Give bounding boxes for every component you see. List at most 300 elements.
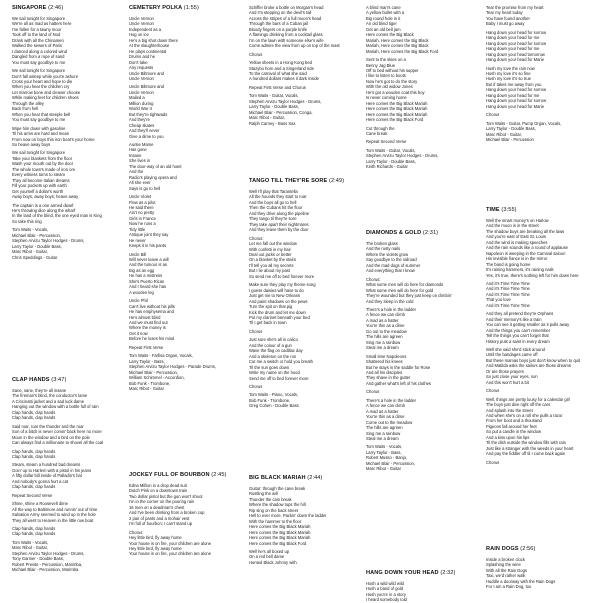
lyric-line: He has emphysema and [129, 309, 174, 315]
lyric-line: Chorus [486, 112, 500, 118]
lyric-line: Keeps it in his pants [129, 243, 167, 249]
lyric-line: Where the shadow tops the hill [249, 502, 306, 508]
lyric-line: Your house is on fire, your children are alone [129, 551, 212, 557]
lyric-line: His invisible fiance is in the mirror [486, 256, 548, 262]
lyric-line: A flamingo drinking from a cocktail glass [249, 32, 323, 38]
lyric-line: And it's Time Time Time [486, 286, 530, 292]
lyric-line: Tom Waits - Piano, Vocals, [249, 392, 299, 398]
lyric-line: Let marrow bone and cleaver choose [12, 89, 81, 95]
lyric-line: They tango til they're sore [249, 216, 297, 222]
song-title: TANGO TILL THEY'RE SORE (2:49) [249, 178, 345, 184]
lyric-line: He's a big shot down there [129, 37, 178, 43]
lyric-line: Bloody fingers on a purple knife [249, 26, 308, 32]
lyric-line: World War II [129, 106, 152, 112]
lyric-line: A fence we can climb [366, 403, 405, 409]
lyric-line: Bob Funk - Trombone, [249, 397, 291, 403]
lyric-line: William Schimmel - Accordion, [129, 375, 185, 381]
lyric-line: Clap hands, clap hands [12, 415, 56, 421]
lyric-line: Tony Garnier - Double Bass, [12, 556, 65, 562]
lyric-line: Give a dime to you [129, 133, 164, 139]
lyric-line: He's throwing dice along the wharf [12, 207, 76, 213]
lyric-line: Cane break [366, 130, 388, 136]
lyric-line: Rustling the will [249, 491, 278, 497]
song-title: CLAP HANDS (3:47) [12, 377, 67, 383]
lyric-line: At the slaughterhouse [129, 43, 170, 49]
lyric-line: Stephen Arvizu Taylor Hodges - Drums, [12, 550, 85, 556]
lyric-line: Dutch Pink on a downtown train [129, 488, 188, 494]
lyric-line: Let me fall out the window [249, 241, 297, 247]
lyric-line: Don't take [129, 59, 148, 65]
lyric-line: And you're east of East St. Louis [486, 234, 546, 240]
lyric-line: Small time Napoleons [366, 353, 407, 359]
lyric-line: Salvation Army seemed to wind up in the hole [12, 512, 96, 518]
lyric-line: Yes, it's true, there's nothing left for him down here [486, 272, 579, 278]
lyric-line: Says is go to hell [129, 185, 161, 191]
lyric-line: Can always find a millionaire to shovel all the coal [12, 440, 104, 446]
song-title: JOCKEY FULL OF BOURBON (2:45) [129, 472, 227, 478]
lyric-line: A mad as a hatter [366, 317, 399, 323]
lyric-line: Chorus [486, 388, 500, 394]
lyric-line: Mariah, Here comes the Big Black [366, 43, 429, 49]
lyric-line: And everything that I know [366, 268, 415, 274]
lyric-line: Cut through the [366, 125, 395, 131]
song-block [12, 5, 122, 260]
lyric-line: Huddle a doorway with the Rain Dogs [486, 578, 556, 584]
lyric-line: Here comes the Big Black Mariah [249, 524, 311, 530]
lyric-line: Sing me a rainbow [366, 339, 401, 345]
lyric-line: Keith Richards - Guitar [366, 164, 408, 170]
lyric-line: Send me off to bed forever more [249, 375, 309, 381]
lyric-line: Clap hands, clap hands [12, 409, 56, 415]
lyric-line: Just sure she's all in calico [249, 337, 298, 343]
lyric-line: And it's Time Time Time [486, 302, 530, 308]
lyric-line: When you hear that steeple bell [12, 111, 71, 117]
lyric-line: Drums and he [129, 54, 156, 60]
lyric-line: I'm in the corner on the pouring rain [129, 499, 195, 505]
lyric-line: Hog on ice [129, 32, 149, 38]
lyric-line: Can't live without his pills [129, 303, 175, 309]
lyric-line: A mad as a hatter [366, 408, 399, 414]
lyric-line: And they'll never [129, 128, 160, 134]
lyric-line: Hell to ever more, Packin' down the ladder [249, 513, 327, 519]
lyric-line: And the things you can't remember [486, 327, 551, 333]
lyric-line: Tom Waits - Vocals, [366, 444, 403, 450]
lyric-line: Greg Cohen - Double Bass [249, 403, 299, 409]
lyric-line: Stephen Arvizu Taylor Hodges - Drums, [249, 98, 322, 104]
lyric-line: You must say goodbye to me [12, 117, 66, 123]
lyric-line: Chorus [486, 459, 500, 465]
lyric-line: Michael Blair - Percussion, Marimba [12, 567, 79, 573]
lyric-line: Goin' up to Harlem with a pistol in his jeans [12, 467, 92, 473]
song-title: CEMETERY POLKA (1:55) [129, 5, 199, 11]
lyric-line: While making feet for children shoes [12, 95, 79, 101]
lyric-line: Tom Waits - Farfisa Organ, Vocals, [129, 353, 193, 359]
lyric-line: Son of a bitch is never comin' back here no more [12, 429, 102, 435]
lyric-line: From now on boys this iron boat's your home [12, 136, 95, 142]
lyric-line: Well the smart money's on Harlow [486, 218, 549, 223]
lyric-line: Here comes the Big Black Mariah [249, 535, 311, 541]
lyric-line: Stazybo horn and a Singerland ride [249, 65, 314, 71]
lyric-line: They shave in the gutter [366, 375, 411, 381]
lyric-line: Two dollar pistol but the gun won't shoot [129, 493, 203, 499]
lyric-line: Where the money is [129, 325, 166, 331]
lyric-line: Larry Taylor - Bass, [129, 358, 165, 364]
lyric-line: Any requests [129, 65, 154, 71]
lyric-line: Michael Blair - Percussion, Conga, [249, 109, 313, 115]
lyric-line: Splashing the wine [486, 562, 521, 568]
lyric-line: There's a hole in the ladder [366, 306, 417, 312]
lyric-line: With the hammer to the floor [249, 518, 302, 524]
lyric-line: Uncle Biltmore and [129, 70, 164, 76]
lyric-line: Hush my love it's so true [486, 76, 531, 82]
lyric-line: I like to listen to boots [366, 73, 406, 79]
lyric-line: What some men will do here for diamonds [366, 282, 444, 288]
lyric-line: And I heard she has [129, 284, 167, 290]
lyric-line: To the carnival of what she said [249, 70, 307, 76]
lyric-line: Hang down your head for Marie [486, 103, 545, 109]
lyric-line: Michael Blair - Percussion, [129, 369, 179, 375]
lyric-line: Repeat Second Verse [12, 492, 53, 498]
lyric-line: Larry Taylor - Double Bass, [249, 104, 299, 110]
lyric-line: Just like a stranger with the weeds in your heart [486, 445, 574, 451]
lyric-line: He's almost blind [129, 314, 161, 320]
song-duration: (2:46) [48, 5, 64, 11]
lyric-line: Now he runs a [129, 221, 156, 227]
lyric-line: Shattered his knees [366, 359, 403, 365]
lyric-line: You can see it getting smaller as it pulls away [486, 322, 570, 328]
lyric-line: That you love [486, 297, 511, 303]
lyric-line: Make sure they play my theme song [249, 282, 316, 288]
lyric-line: Wipe him down with gasoline [12, 125, 66, 131]
lyric-line: What some men will do here for gold [366, 287, 434, 293]
lyric-line: You're thin as a dime [366, 414, 405, 420]
lyric-line: The boys just dive right off the cars [486, 402, 551, 408]
lyric-line: Tell the things you can't forget that [486, 333, 549, 339]
lyric-line: Auntie Mame [129, 141, 154, 147]
lyric-line: Get yourself a dollar's worth [12, 188, 64, 194]
lyric-line: Said roar, roar the thunder and the roar [12, 423, 84, 429]
lyric-line: Chris Speddings - Guitar [12, 254, 58, 260]
lyric-line: Hang down your head for me [486, 46, 540, 52]
lyric-line: Girls in France [129, 215, 156, 221]
lyric-line: An old blind tiger [366, 21, 397, 27]
lyric-line: Wave the flag on cadillac day [249, 348, 303, 354]
lyric-line: Chorus [366, 389, 380, 395]
song-title: TIME (3:55) [486, 207, 517, 213]
lyric-line: She lives in [129, 158, 151, 164]
lyric-line: Your house is on fire, your children are alone [129, 540, 212, 546]
lyric-line: Here comes the Big Black Mariah [366, 111, 428, 117]
lyric-line: Tidy little [129, 226, 146, 232]
lyric-line: And the moon is in the street [486, 223, 539, 229]
lyric-line: And the wind is making speeches [486, 239, 548, 245]
lyric-line: Write my name on the hood [249, 370, 300, 376]
lyric-line: Million during [129, 100, 154, 106]
song-block [249, 475, 359, 565]
lyric-line: And they sleep in the cold [366, 298, 414, 304]
lyric-line: Hey little bird, fly away home [129, 545, 182, 551]
song-block [129, 472, 239, 557]
lyric-line: 16 men on a deadman's chest [129, 504, 185, 510]
lyric-line: I'll tell you all my secrets [249, 262, 294, 268]
lyric-line: They take apart their nightmares [249, 221, 309, 227]
lyric-line: And when she's on a roll she pulls a razor [486, 412, 563, 418]
lyric-line: Tom Waits - Vocals, [12, 227, 49, 233]
lyric-line: Away boys, away boys, heave away [12, 194, 79, 200]
lyric-line: And pay the fiddler off til I come back again [486, 451, 566, 457]
lyric-line: For I am a Rain Dog, too [486, 584, 532, 590]
lyric-line: Marc Ribot - Guitar [366, 466, 401, 472]
lyric-line: So put a candle in the window [486, 429, 542, 435]
lyric-line: I'm full of bourbon; I can't stand up [129, 521, 193, 527]
lyric-line: Benny Jag Blue [366, 62, 396, 68]
lyric-line: Big round hole in it [366, 15, 401, 21]
lyric-line: When you hear the children cry [12, 84, 70, 90]
lyric-line: Until the bandages came off [486, 352, 538, 358]
lyric-line: Michael Blair - Percussion, [366, 460, 416, 466]
lyric-line: Uncle Vernon [129, 21, 154, 27]
song-duration: (2:56) [520, 546, 536, 552]
lyric-line: She's Puerto Rican [129, 278, 165, 284]
lyric-line: So heave away boys [12, 141, 51, 147]
lyric-line: Til the dish outside the window fills with rain [486, 440, 566, 446]
lyric-line: Steam, steam a hundred bad dreams [12, 462, 81, 468]
lyric-line: Drank with all the Chinamen [12, 37, 64, 43]
lyric-line: There's a hole in the ladder [366, 397, 417, 403]
song-block [12, 377, 122, 573]
lyric-line: You're thin as a dime [366, 323, 405, 329]
lyric-line: Through the bars of a Cuban jail [249, 21, 309, 27]
lyric-line: Hang down your head tomorrow [486, 51, 545, 57]
lyric-line: Larry Taylor - Double Bass, [366, 158, 416, 164]
lyric-line: Well I'll play that Tarantella [249, 189, 298, 194]
lyric-line: Larry Taylor - Double Bass, [486, 126, 536, 132]
lyric-line: Hang down your head for Marie [486, 57, 545, 63]
lyric-line: Rip sing on the back street [249, 507, 299, 513]
lyric-line: Flew as a pilot [129, 199, 156, 205]
lyric-line: From her boot and a thousand [486, 418, 542, 424]
lyric-line: Clap hands, clap hands [12, 525, 56, 531]
lyric-line: A fifty dollar bill inside of Palladin's hat [12, 473, 82, 479]
lyric-line: But if takes me away from you [486, 81, 542, 87]
lyric-line: Tom Waits - Guitar, Vocals, [366, 147, 416, 153]
lyric-line: He never [129, 237, 146, 243]
lyric-line: Stephen Arvizu Taylor Hodges - Parade Drums, [129, 364, 216, 370]
lyric-line: Hush my love the rain now [486, 65, 535, 71]
lyric-line: But they're tightwads [129, 111, 168, 117]
lyric-line: The hills are agreen [366, 334, 403, 340]
lyric-line: Chorus [249, 383, 263, 389]
lyric-line: Tom Waits - Guitar, Pump Organ, Vocals, [486, 120, 562, 126]
lyric-line: And all his disciples [366, 369, 403, 375]
lyric-line: Bob Funk - Trombone, [129, 380, 171, 386]
lyric-line: Uncle Violet [129, 194, 152, 200]
lyric-line: And the colour of a gun [249, 342, 292, 348]
lyric-line: Don't fall asleep while you're ashore [12, 73, 79, 79]
lyric-line: The door-way of an old hotel [129, 163, 182, 169]
lyric-line: Hang down your head for sorrow [486, 87, 547, 93]
lyric-line: Tear my heart today [486, 10, 523, 16]
lyric-line: We sail tonight for Singapore [12, 16, 66, 21]
lyric-line: Radio's playing opera and [129, 174, 177, 180]
lyric-line: Here comes the Big Black [366, 32, 414, 38]
lyric-line: But these mamas boys just don't know when to quit [486, 357, 581, 363]
lyric-line: Hey little bird, fly away home [129, 535, 182, 541]
lyric-line: Til the sun goes down [249, 364, 290, 370]
lyric-line: Back from hell [12, 106, 39, 112]
lyric-line: All the hounds they start to roar [249, 194, 307, 200]
lyric-line: Taxi, we'd rather walk [486, 573, 526, 579]
lyric-line: Hush a wild wild wild [366, 581, 404, 586]
lyric-line: Before he loses his mind [129, 336, 175, 342]
lyric-line: And they leave them by the door [249, 227, 309, 233]
lyric-line: Mariah, Here comes the Big Black Ford [366, 48, 439, 54]
lyric-line: Larry Taylor - Bass, [366, 449, 402, 455]
lyric-line: Wash your mouth out by the door [12, 161, 74, 167]
lyric-line: Mariah, Here comes the Big Black [366, 37, 429, 43]
lyric-line: Hush a band of gold [366, 586, 404, 592]
lyric-line: And they all pretend they're Orphans [486, 311, 554, 317]
lyric-line: Marc Ribot - Guitar, [12, 249, 48, 255]
lyric-line: Here comes the Big Black Ford [366, 117, 424, 123]
lyric-line: A fence we can climb [366, 312, 405, 318]
lyric-line: And Matilda asks the sailors are those dreams [486, 363, 571, 369]
lyric-line: And the [129, 169, 144, 175]
song-block [129, 5, 239, 391]
lyric-line: It's raining hammers, it's raining nails [486, 267, 554, 273]
lyric-line: Chorus: [129, 529, 144, 535]
lyric-line: And the rusty nails [366, 246, 401, 252]
lyric-line: Hush you're in a story [366, 591, 406, 597]
lyric-line: Sane, sane, they're all insane [12, 388, 67, 393]
lyric-line: Uncle Biltmore and [129, 84, 164, 90]
lyric-line: And the boys all go to hell [249, 199, 297, 205]
lyric-line: All the way to Baltimore and runnin' out of time [12, 506, 98, 512]
lyric-line: But I lie about my past [249, 268, 290, 274]
lyric-line: Napoleon is weeping in the Carnival saloon [486, 250, 566, 256]
lyric-line: Clap hands, clap hands [12, 531, 56, 537]
lyric-line: Yellow sheets in a Hong Kong bed [249, 60, 312, 66]
lyric-line: Come admire the view from up on top of the mast [249, 43, 340, 49]
lyric-line: I danced along a colored wind [12, 48, 68, 54]
song-duration: (2:49) [328, 178, 345, 184]
lyric-line: Has gone [129, 147, 147, 153]
lyric-line: A blind man's cane [366, 5, 401, 10]
song-block [486, 546, 596, 590]
song-duration: (2:44) [307, 475, 323, 481]
lyric-line: Schiffer broke a bottle on Morgan's head [249, 5, 324, 10]
lyric-line: Turn the spit on that pig [249, 304, 293, 310]
lyric-line: We're all as mad as hatters here [12, 21, 72, 27]
song-duration: (3:55) [501, 207, 517, 213]
song-block [366, 5, 476, 170]
song-block [486, 207, 596, 465]
lyric-line: Tear the promise from my heart [486, 5, 544, 10]
lyric-line: They all went to Heaven in the little row boat [12, 517, 94, 523]
lyric-line: Robert Musso - Banjo, [366, 455, 408, 461]
lyric-line: A wooden leg [129, 289, 154, 295]
lyric-line: Will never leave a will [129, 257, 169, 263]
lyric-line: Cut me a switch or hold you breath [249, 359, 313, 365]
lyric-line: You must say goodbye to me [12, 59, 66, 65]
song-title: SINGAPORE (2:46) [12, 5, 64, 11]
song-duration: (2:32) [440, 570, 456, 576]
lyric-line: And this won't hurt a bit [486, 379, 529, 385]
song-duration: (3:47) [51, 377, 67, 383]
song-duration: (2:31) [422, 230, 439, 236]
lyric-line: Shine, shine a Roosevelt dime [12, 501, 68, 507]
lyric-line: So just close your eyes, son [486, 374, 538, 380]
lyric-line: Hanging out the window with a bottle full of rain [12, 404, 99, 410]
lyric-line: Marc Ribot - Guitar, [486, 131, 522, 137]
song-block [366, 570, 476, 603]
song-duration: (1:55) [183, 5, 199, 11]
lyric-line: Steal me a dream [366, 435, 399, 441]
song-title: RAIN DOGS (2:56) [486, 546, 536, 552]
lyric-line: Just get me to New Orleans [249, 293, 301, 299]
lyric-line: Stephen Arvizu Taylor Hodges - Drums, [366, 153, 439, 159]
lyric-line: Ralph Carney - Bass Sax [249, 120, 296, 126]
lyric-line: Now he's got to do the story [366, 78, 418, 84]
lyric-line: Off to bed without his supper [366, 67, 419, 73]
lyric-line: Uncle Vernon [129, 89, 154, 95]
lyric-line: And the tumour is as [129, 262, 167, 268]
lyric-line: Every witness turns to steam [12, 172, 65, 178]
lyric-line: Here comes the Big Black Mariah [366, 106, 428, 112]
lyric-line: I've fallen for a tawny moor [12, 26, 62, 32]
song-block [366, 230, 476, 472]
lyric-line: Well she said she'd stick around [486, 346, 545, 352]
lyric-line: Uncle Bill [129, 251, 147, 257]
lyric-line: Say goodbye to the railroad [366, 257, 417, 263]
lyric-line: Chorus [249, 328, 263, 334]
lyric-line: All she ever [129, 180, 151, 186]
song-title: DIAMONDS & GOLD (2:31) [366, 230, 439, 236]
lyric-line: Here comes the Big Black Mariah [366, 100, 428, 106]
lyric-line: Edna Million in a drop dead suit [129, 483, 187, 488]
lyric-line: Well he's all boxed up [249, 548, 290, 554]
lyric-line: And a skeleton on the run [249, 353, 297, 359]
song-block [249, 178, 359, 409]
lyric-line: Tom Waits - Guitar, Vocals, [249, 93, 299, 99]
lyric-line: History puts a saint in every dream [486, 338, 550, 344]
lyric-line: Put my clarinet beneath your bed [249, 314, 310, 320]
lyric-line: Repeat Second Verse [366, 139, 407, 145]
lyric-line: Ain't no pretty [129, 210, 155, 216]
song-title: HANG DOWN YOUR HEAD (2:32) [366, 570, 456, 576]
lyric-line: He plays continental [129, 48, 167, 54]
lyric-line: And their memory's like a train [486, 316, 542, 322]
lyric-line: Til his arms are hard and mean [12, 131, 70, 137]
lyric-line: Took off to the land of Nod [12, 32, 61, 38]
lyric-line: The broken glass [366, 241, 398, 246]
lyric-line: Repeat First Verse and Chorus [249, 84, 306, 90]
lyric-line: Come out to the meadow [366, 419, 413, 425]
lyric-line: Here comes the Big Black Mariah [249, 529, 311, 535]
lyric-line: He's got a wooden coat this boy [366, 89, 425, 95]
lyric-line: Get an old bell jam [366, 26, 401, 32]
lyric-line: And gather what's left of his clothes [366, 380, 432, 386]
lyric-line: The whole town's made of iron ore [12, 166, 76, 172]
lyric-line: Hang down your head for me [486, 35, 540, 41]
lyric-line: The hills are agreen [366, 425, 403, 431]
lyric-line: The band is going home [486, 261, 531, 267]
lyric-line: Steal me a dream [366, 345, 399, 351]
lyric-line: Robert Previte - Percussion, Marimba, [12, 561, 83, 567]
lyric-line: Clap hands, clap hands [12, 484, 56, 490]
lyric-line: So send me off to bed forever more [249, 273, 315, 279]
lyric-line: Get it now [129, 330, 148, 336]
